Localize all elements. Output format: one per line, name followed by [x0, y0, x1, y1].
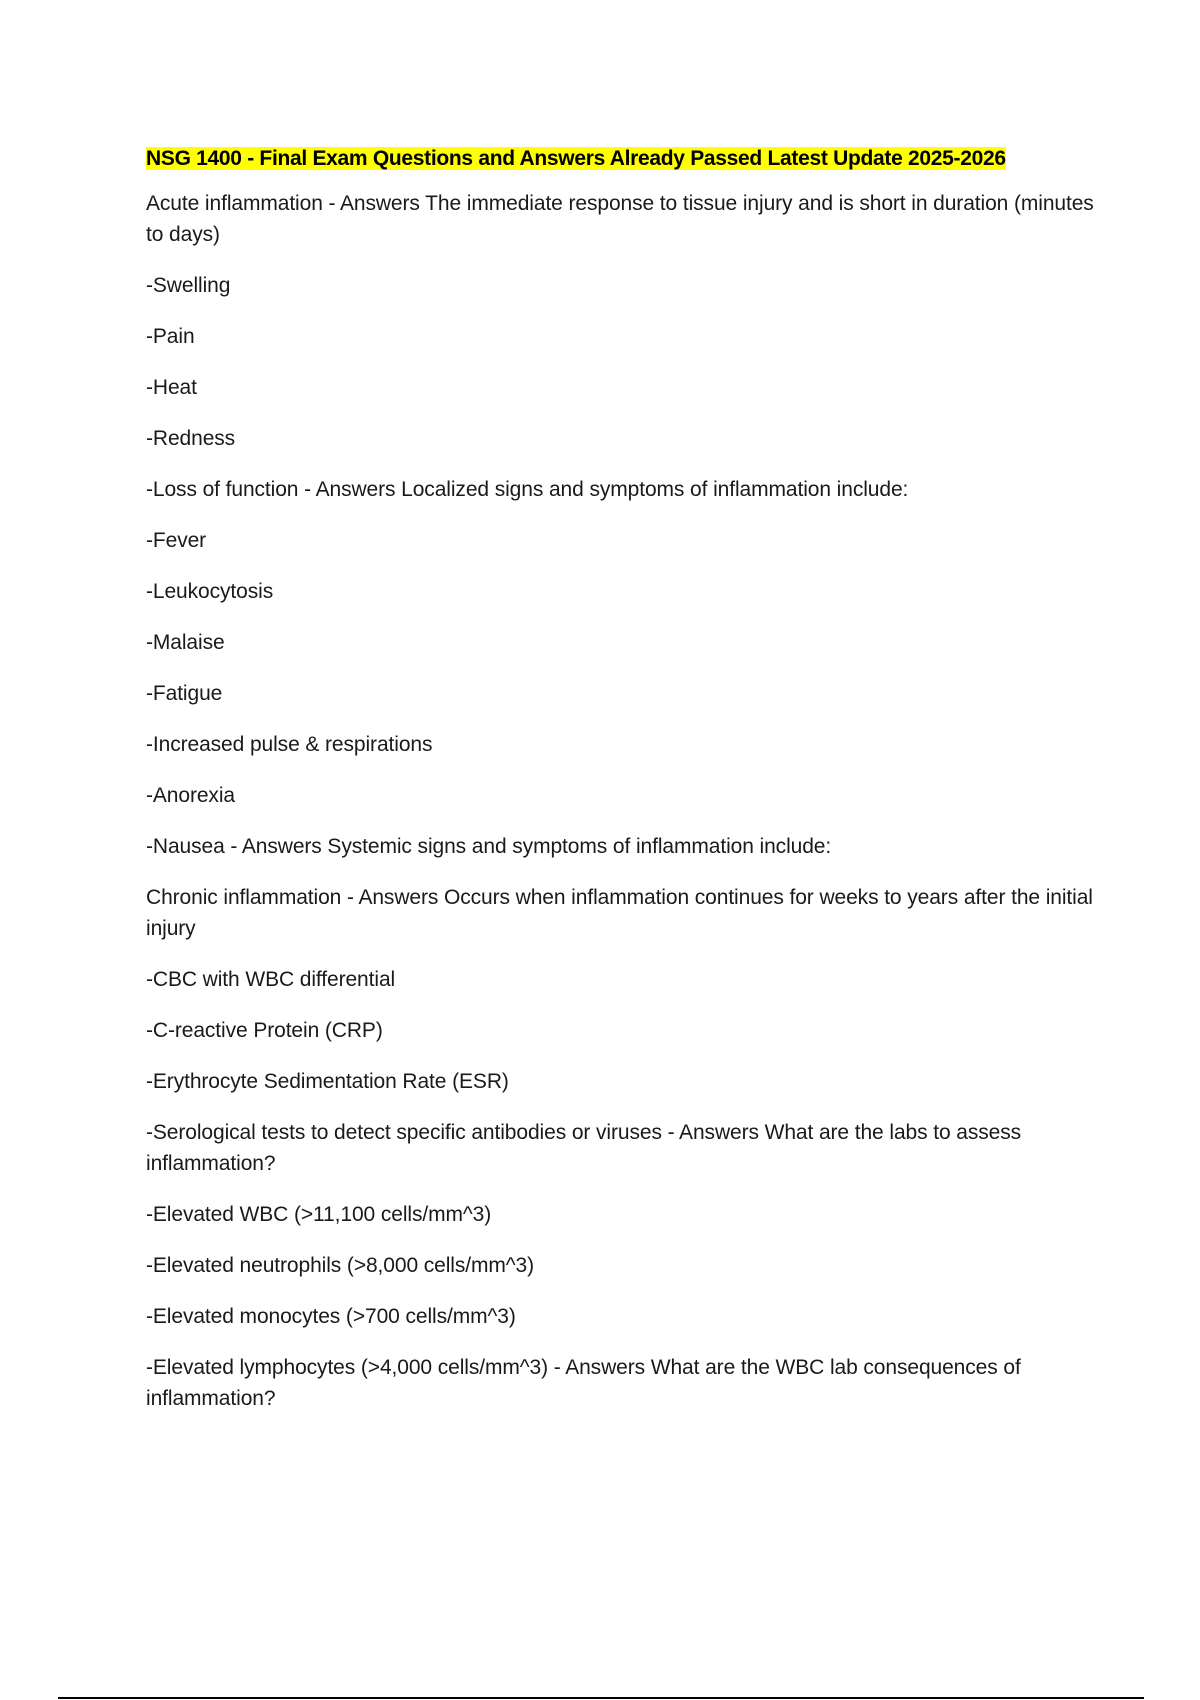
paragraph: -Heat	[146, 376, 197, 399]
paragraph: -Increased pulse & respirations	[146, 733, 433, 756]
paragraph: -Malaise	[146, 631, 225, 654]
paragraph: -Elevated neutrophils (>8,000 cells/mm^3)	[146, 1254, 535, 1277]
paragraph: -Leukocytosis	[146, 580, 274, 603]
title-block	[146, 140, 1096, 180]
paragraph: -Swelling	[146, 274, 231, 297]
paragraph: -Fatigue	[146, 682, 223, 705]
paragraph: -Serological tests to detect specific antibodies or viruses - Answers What are the labs to assess inflammation?	[146, 1121, 1022, 1175]
paragraph: -Elevated WBC (>11,100 cells/mm^3)	[146, 1203, 492, 1226]
paragraph: -Fever	[146, 529, 207, 552]
document-title: NSG 1400 - Final Exam Questions and Answers Already Passed Latest Update 2025-2026	[146, 147, 1006, 170]
paragraph: Chronic inflammation - Answers Occurs when inflammation continues for weeks to years after the initial injury	[146, 886, 1093, 940]
paragraph: -Erythrocyte Sedimentation Rate (ESR)	[146, 1070, 509, 1093]
paragraph: -Nausea - Answers Systemic signs and symptoms of inflammation include:	[146, 835, 832, 858]
paragraph: -Pain	[146, 325, 195, 348]
paragraph: -C-reactive Protein (CRP)	[146, 1019, 383, 1042]
paragraph: -Loss of function - Answers Localized signs and symptoms of inflammation include:	[146, 478, 909, 501]
document-body	[146, 140, 1096, 1434]
paragraph: -Elevated lymphocytes (>4,000 cells/mm^3) - Answers What are the WBC lab consequences of inflammation?	[146, 1356, 1021, 1410]
paragraph: -Redness	[146, 427, 236, 450]
page-bottom-rule	[58, 1697, 1144, 1699]
paragraph: -Anorexia	[146, 784, 235, 807]
paragraph: -Elevated monocytes (>700 cells/mm^3)	[146, 1305, 516, 1328]
paragraph: -CBC with WBC differential	[146, 968, 396, 991]
paragraph: Acute inflammation - Answers The immediate response to tissue injury and is short in duration (minutes to days)	[146, 192, 1094, 246]
